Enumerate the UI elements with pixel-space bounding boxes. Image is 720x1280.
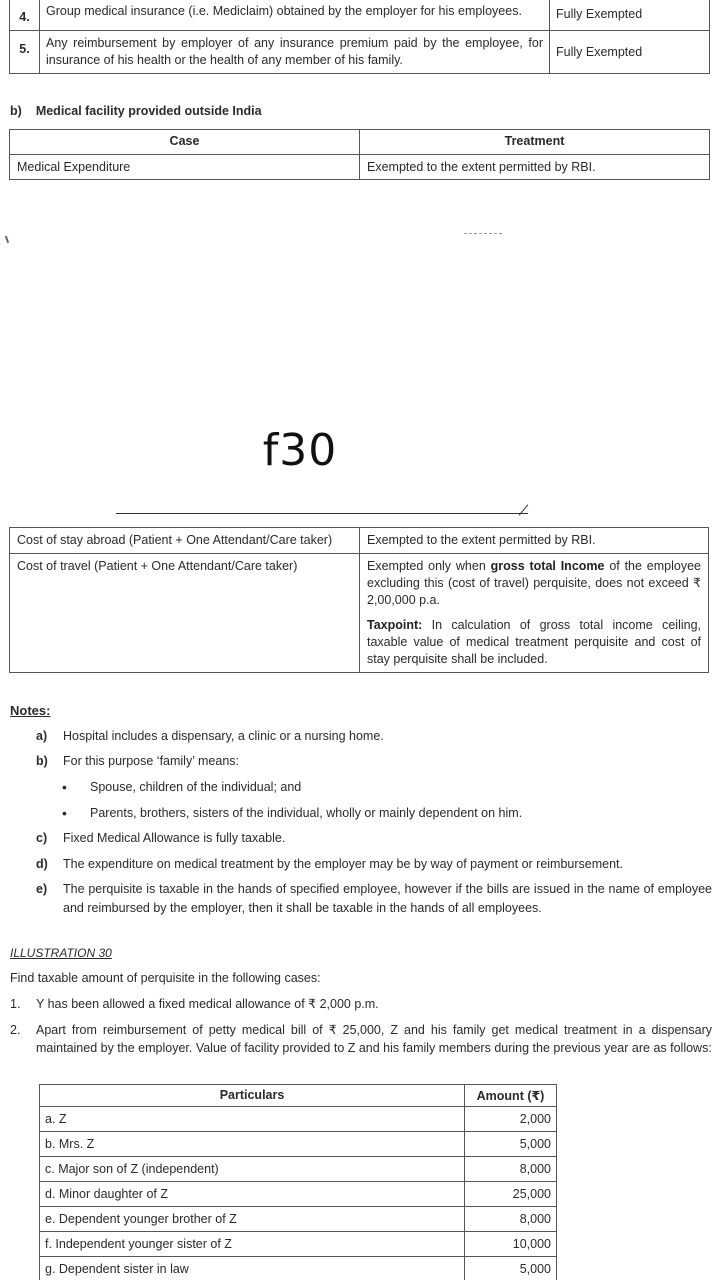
page-rule — [116, 513, 528, 514]
row-description: Any reimbursement by employer of any insurance premium paid by the employee, for insurance of his health or the health of any member of his family. — [40, 31, 550, 74]
case-cell: Cost of stay abroad (Patient + One Attendant/Care taker) — [10, 528, 360, 554]
continued-table — [9, 527, 709, 673]
row-description: Group medical insurance (i.e. Mediclaim) obtained by the employer for his employees. — [40, 0, 550, 31]
exemption-table — [9, 0, 710, 74]
bullet-item: • Spouse, children of the individual; and — [62, 779, 302, 795]
note-item: d) The expenditure on medical treatment by the employer may be by way of payment or reimbursement. — [36, 857, 623, 871]
case-cell: Cost of travel (Patient + One Attendant/Care taker) — [10, 554, 360, 673]
bullet-icon: • — [62, 805, 67, 821]
note-item: a) Hospital includes a dispensary, a clinic or a nursing home. — [36, 729, 384, 743]
table-row: g. Dependent sister in law 5,000 — [40, 1257, 557, 1280]
column-header-case: Case — [10, 130, 360, 155]
row-treatment: Fully Exempted — [550, 31, 710, 74]
table-row: a. Z 2,000 — [40, 1107, 557, 1132]
table-row: b. Mrs. Z 5,000 — [40, 1132, 557, 1157]
abroad-table — [9, 129, 710, 180]
table-row: d. Minor daughter of Z 25,000 — [40, 1182, 557, 1207]
column-header-particulars: Particulars — [40, 1085, 465, 1107]
table-row: f. Independent younger sister of Z 10,000 — [40, 1232, 557, 1257]
illustration-item: 1. Y has been allowed a fixed medical allowance of ₹ 2,000 p.m. — [10, 997, 379, 1011]
table-row — [10, 554, 709, 673]
scan-mark — [5, 236, 9, 243]
section-label: b) — [10, 104, 22, 118]
bullet-icon: • — [62, 779, 67, 795]
note-item: b) For this purpose ‘family’ means: — [36, 754, 239, 768]
row-treatment: Fully Exempted — [550, 0, 710, 31]
bullet-item: • Parents, brothers, sisters of the individual, wholly or mainly dependent on him. — [62, 805, 523, 821]
scan-mark — [464, 233, 502, 234]
section-heading — [10, 104, 276, 118]
table-row: e. Dependent younger brother of Z 8,000 — [40, 1207, 557, 1232]
table-header-row — [40, 1085, 557, 1107]
table-row — [10, 0, 710, 31]
illustration-intro: Find taxable amount of perquisite in the following cases: — [10, 971, 321, 985]
table-header-row — [10, 130, 710, 155]
treatment-text: Exempted only when gross total Income of the employee excluding this (cost of travel) perquisite, does not exceed ₹ 2,00,000 p.a. — [367, 559, 701, 607]
particulars-table — [39, 1084, 557, 1280]
taxpoint-text: Taxpoint: In calculation of gross total income ceiling, taxable value of medical treatment perquisite and cost of stay perquisite shall be included. — [367, 618, 701, 666]
page-mark: f30 — [262, 425, 338, 476]
row-number: 4. — [10, 0, 40, 31]
illustration-item: 2. Apart from reimbursement of petty medical bill of ₹ 25,000, Z and his family get medical treatment in a dispensary maintained by the employer. Value of facility provided to Z and his family members during the previous year are as follows: — [10, 1023, 712, 1055]
treatment-cell — [360, 554, 709, 673]
table-row — [10, 155, 710, 180]
notes-heading: Notes: — [10, 703, 51, 718]
row-number: 5. — [10, 31, 40, 74]
treatment-cell: Exempted to the extent permitted by RBI. — [360, 528, 709, 554]
treatment-cell: Exempted to the extent permitted by RBI. — [360, 155, 710, 180]
case-cell: Medical Expenditure — [10, 155, 360, 180]
table-row — [10, 528, 709, 554]
table-row: c. Major son of Z (independent) 8,000 — [40, 1157, 557, 1182]
illustration-heading: ILLUSTRATION 30 — [10, 946, 112, 960]
section-title: Medical facility provided outside India — [35, 104, 262, 118]
note-item: e) The perquisite is taxable in the hands of specified employee, however if the bills are issued in the name of employee and reimbursed by the employer, then it shall be taxable in the hands of all employees. — [36, 882, 712, 915]
table-row — [10, 31, 710, 74]
column-header-treatment: Treatment — [360, 130, 710, 155]
note-item: c) Fixed Medical Allowance is fully taxable. — [36, 831, 286, 845]
column-header-amount: Amount (₹) — [465, 1085, 557, 1107]
